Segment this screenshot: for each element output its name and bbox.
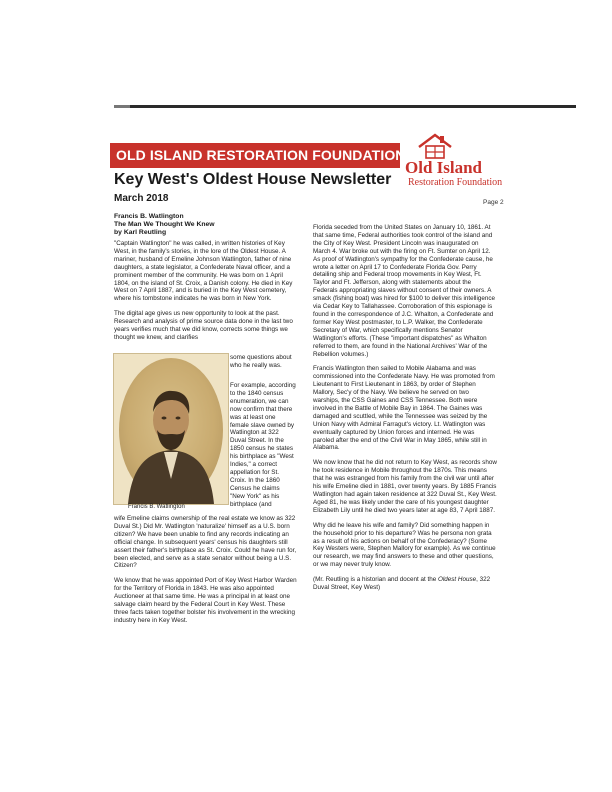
top-rule <box>114 105 576 108</box>
author-note-text: (Mr. Reutling is a historian and docent at the <box>313 576 438 584</box>
left-column-top <box>114 240 300 342</box>
paragraph: wife Emeline claims ownership of the real estate we know as 322 Duval St.) Did Mr. Watlington 'naturalize' himself as a U.S. born citizen? We have been unable to find any records indicating an official change. In subsequent years' census his daughters still assert their father's birthplace as St. Croix. Could he have run for, been elected, and serve as a state senator without being a U.S. Citizen? <box>114 515 297 570</box>
author-note-end: , 322 Duval Street, Key West) <box>313 576 491 592</box>
right-column <box>313 224 497 599</box>
paragraph: Why did he leave his wife and family? Did something happen in the household prior to his departure? Was he persona non grata as a result of his actions on behalf of the Confederacy? (Some Key Westers were, Stephen Mallory for example). As we continue our research, we may find answers to these and other questions, or we may never truly know. <box>313 521 496 569</box>
wrap-text-main: For example, according to the 1840 census enumeration, we can now confirm that there was at least one female slave owned by Watlington at 322 Duval Street. In the 1850 census he states his birthplace as "West Indies," a correct appellation for St. Croix. In the 1860 Census he claims "New York" as his birthplace (and <box>230 382 296 508</box>
issue-date: March 2018 <box>114 193 169 204</box>
paragraph: We now know that he did not return to Key West, as records show he took residence in Mobile throughout the 1870s. This means that he was estranged from his family from the civil war until after his wife Emeline died in 1881, over twenty years. By 1885 Francis Watlington had again taken residence at 322 Duval St., Key West. Aged 81, he was likely under the care of his youngest daughter Elizabeth Lily until he died two years later at age 83, 7 April 1887. <box>313 459 497 514</box>
paragraph: Florida seceded from the United States on January 10, 1861. At that same time, Federal authorities took control of the island and the City of Key West. President Lincoln was inaugurated on March 4. War broke out with the firing on Ft. Sumter on April 12. As proof of Watlington's sympathy for the Confederate cause, he wrote a letter on April 17 to Confederate Florida Gov. Perry detailing ship and Federal troop movements in Key West, Ft. Taylor and Ft. Jefferson, along with statements about the Federals appropriating slaves without consent of their owners. A smack (fishing boat) was hired for $100 to deliver this intelligence via Cedar Key to Tallahassee. Corroboration of this espionage is found in the correspondence of J.C. Whalton, a Confederate and former Key West postmaster, to L.P. Walker, the Confederate Secretary of War, which specifically mentions Senator Watlington's efforts. (These "important dispatches" as Whalton referred to them, are found in the National Archives' War of the Rebellion volumes.) <box>313 224 496 358</box>
house-icon <box>417 133 453 159</box>
paragraph: The digital age gives us new opportunity to look at the past. Research and analysis of prime source data done in the last two years verifies much that we did know, corrects some things we thought we knew, and clarifies <box>114 310 293 341</box>
article-byline: by Karl Reutling <box>114 229 167 237</box>
article-subject: Francis B. Watlington <box>114 213 184 220</box>
portrait-image <box>114 354 228 504</box>
paragraph: Francis Watlington then sailed to Mobile Alabama and was commissioned into the Confederate Navy. He was promoted from Lieutenant to First Lieutenant in 1863, by order of Stephen Mallory, Sec'y of the Navy. We believe he served on two warships, the CSS Gaines and CSS Tennessee. Both were involved in the Battle of Mobile Bay in 1864. The Gaines was damaged and scuttled, while the Tennessee was seized by the Union Navy with Admiral Farragut's victory. Lt. Watlington was eventually captured by Union forces and interned. He was paroled after the end of the Civil War in May 1865, while still in Alabama. <box>313 365 495 452</box>
author-note <box>313 576 497 592</box>
article-heading <box>114 213 294 238</box>
logo-subtitle: Restoration Foundation <box>408 177 503 188</box>
logo-name: Old Island <box>405 158 483 177</box>
top-rule-accent <box>114 105 130 108</box>
article-subtitle: The Man We Thought We Knew <box>114 221 215 229</box>
left-column-bottom <box>114 515 300 632</box>
foundation-logo <box>405 133 525 193</box>
photo-caption: Francis B. Watlington <box>128 504 185 510</box>
portrait-photo <box>113 353 229 505</box>
foundation-banner <box>110 143 406 168</box>
paragraph: "Captain Watlington" he was called, in written histories of Key West, in the family's stories, in the lore of the Oldest House. A mariner, husband of Emeline Johnson Watlington, father of nine daughters, a state legislator, a Confederate Naval officer, and a prominent member of the community. He was born on 1 April 1804, on the island of St. Croix, a Danish colony. He died in Key West on 7 April 1887, and is buried in the Key West cemetery, where his tombstone indicates he was born in New York. <box>114 240 293 303</box>
paragraph: We know that he was appointed Port of Key West Harbor Warden for the Territory of Florida in 1843. He was also appointed Auctioneer at that same time. He was a principal in at least one salvage claim heard by the Federal Court in Key West. These three facts taken together bolster his involvement in the wrecking industry here in Key West. <box>114 577 297 624</box>
author-note-emphasis: Oldest House <box>437 576 477 584</box>
wrap-text-top: some questions about who he really was. <box>230 354 292 369</box>
page-number: Page 2 <box>483 199 504 206</box>
banner-text: OLD ISLAND RESTORATION FOUNDATION <box>116 147 406 163</box>
newsletter-title: Key West's Oldest House Newsletter <box>114 171 392 188</box>
